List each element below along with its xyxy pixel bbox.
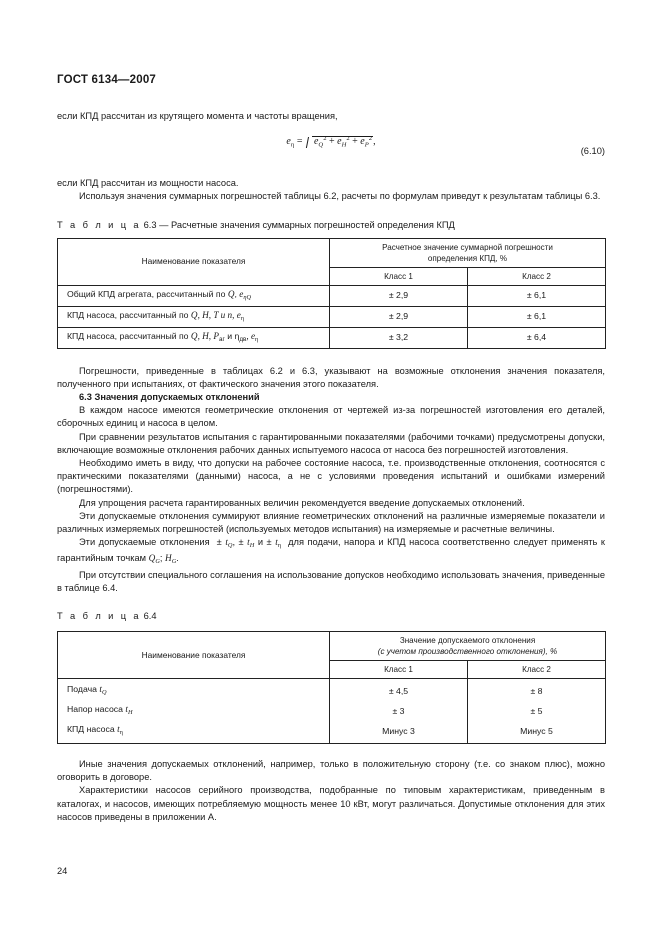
table-6-3-row-1-label: [58, 285, 330, 306]
deviations-sym3-sub: η: [277, 542, 282, 550]
deviations-point1-sub: G: [155, 558, 160, 566]
row-3-var: Q: [190, 330, 198, 341]
para-deviations: Эти допускаемые отклонения ± $t_Q$, ± $t_H$ $и \pm t_\eta$ для подачи, напора и КПД насоса соответственно следует применять к гарантийным точкам $Q_G$; $H_G$.: [57, 537, 605, 566]
para-other-values: Иные значения допускаемых отклонений, например, только в положительную сторону (т.е. со знаком плюс), можно оговорить в договоре.: [57, 759, 605, 783]
table-6-3-row-2-class1: ± 2,9: [330, 306, 468, 327]
table-row: [58, 679, 606, 702]
t64-row-2-sym: t: [125, 704, 128, 715]
table-6-3-group-header-line1: Расчетное значение суммарной погрешности: [382, 242, 553, 252]
t64-row-2-label: Напор насоса: [67, 704, 126, 715]
intro-line: если КПД рассчитан из крутящего момента и частоты вращения,: [57, 111, 338, 121]
table-6-4-group-header: [330, 632, 606, 661]
row-2-sym: e: [236, 309, 241, 320]
table-6-3-row-2-class2: ± 6,1: [468, 306, 606, 327]
row-2-label-pre: КПД насоса, рассчитанный по: [67, 309, 191, 320]
table-6-4-row-1-class1: ± 4,5: [330, 679, 468, 702]
table-6-4-group-header-line1: Значение допускаемого отклонения: [399, 636, 536, 646]
para-compare: При сравнении результатов испытания с гарантированными показателями (рабочими точками) предусмотрены допуски, включающие возможные отклонения рабочих данных испытуемого насоса от насоса без погрешностей изготовления.: [57, 431, 605, 455]
row-3-label-pre: КПД насоса, рассчитанный по: [67, 330, 191, 341]
table-row: [58, 285, 606, 306]
table-6-4-caption: [57, 611, 605, 621]
formula-number: (6.10): [580, 146, 605, 157]
deviations-sym3: t: [275, 537, 278, 548]
row-3-sym-sub: η: [255, 335, 259, 343]
table-6-3-row-3-label: [58, 327, 330, 348]
row-1-mid: ,: [234, 288, 240, 299]
table-6-3-row-2-label: [58, 306, 330, 327]
formula-block: [57, 134, 605, 168]
deviations-sym1-sub: Q: [227, 542, 233, 550]
para-absence: При отсутствии специального соглашения на использование допусков необходимо использовать значения, приведенные в таблице 6.4.: [57, 569, 605, 593]
table-6-3-caption-dash: —: [159, 219, 169, 230]
formula-lhs-var: e: [286, 136, 291, 148]
formula-6-10: [57, 134, 605, 149]
t64-row-3-label: КПД насоса: [67, 724, 118, 735]
table-6-3-caption-prefix: Т а б л и ц а: [57, 219, 141, 230]
row-1-sym: e: [239, 288, 244, 299]
deviations-sym2-sub: H: [249, 542, 255, 550]
deviations-tail: для подачи, напора и КПД насоса соответственно следует применять к гарантийным точкам: [57, 537, 605, 564]
deviations-point2-sub: G: [171, 558, 177, 566]
row-3-mid2-sub: дв: [239, 335, 247, 343]
table-row: [58, 701, 606, 721]
table-6-3-col-name-header: Наименование показателя: [58, 238, 330, 285]
table-6-3-caption: [57, 220, 605, 230]
formula-term-3-sub: P: [364, 141, 369, 149]
deviations-sym2: t: [247, 537, 250, 548]
row-1-sym-sub: ηQ: [243, 293, 252, 301]
formula-term-1-sup: 2: [323, 135, 327, 143]
square-root-icon: $e_Q^2 + e_H^2 + e_P^2$: [305, 134, 373, 149]
page-content: [57, 74, 605, 824]
table-6-3: [57, 238, 606, 349]
page-number: 24: [57, 866, 68, 876]
table-6-4: [57, 631, 606, 744]
row-2-var: Q: [190, 309, 198, 320]
para-geom: В каждом насосе имеются геометрические отклонения от чертежей из-за погрешностей изготовления его деталей, сборочных единиц и насоса в целом.: [57, 405, 605, 429]
t64-row-1-sym: t: [99, 684, 102, 695]
formula-lhs-sub: η: [290, 141, 295, 149]
table-6-3-class1-header: Класс 1: [330, 267, 468, 285]
deviations-point1: Q: [148, 553, 156, 564]
table-6-3-group-header: [330, 238, 606, 267]
row-2-sym-sub: η: [240, 314, 245, 322]
table-6-4-row-2-class1: ± 3: [330, 701, 468, 721]
formula-equals: =: [296, 136, 303, 148]
row-3-mid-sub: аг: [219, 335, 225, 343]
table-6-3-row-1-class1: ± 2,9: [330, 285, 468, 306]
table-6-3-wrapper: [57, 238, 605, 349]
table-6-3-caption-text: Расчетные значения суммарных погрешностей определения КПД: [171, 219, 455, 230]
row-1-label-pre: Общий КПД агрегата, рассчитанный по: [67, 288, 228, 299]
para-errors: Погрешности, приведенные в таблицах 6.2 и 6.3, указывают на возможные отклонения значения показателя, полученного при испытаниях, от фактического значения этого показателя.: [57, 365, 605, 389]
table-6-4-col-name-header: Наименование показателя: [58, 632, 330, 679]
table-6-4-group-header-line2: (с учетом производственного отклонения), %: [377, 647, 558, 657]
deviations-end: .: [176, 553, 179, 564]
table-6-4-row-2-class2: ± 5: [468, 701, 606, 721]
table-6-3-caption-number: 6.3: [143, 219, 157, 230]
para-simplify: Для упрощения расчета гарантированных величин рекомендуется введение допускаемых отклонений.: [79, 497, 525, 508]
formula-term-3-sup: 2: [368, 135, 373, 143]
row-3-mid2: и η: [224, 330, 240, 341]
row-3-sym: , e: [246, 330, 256, 341]
table-6-4-row-1-label: [58, 679, 330, 702]
table-6-3-row-1-class2: ± 6,1: [468, 285, 606, 306]
table-6-4-header-row-1: [58, 632, 606, 661]
deviations-point2: H: [165, 553, 172, 564]
para-serial: Характеристики насосов серийного производства, подобранные по типовым характеристикам, приведенным в каталогах, и насосов, имеющих потребляемую мощность менее 10 кВт, могут различаться. Допустимые отклонения для этих насосов приведены в приложении А.: [57, 785, 605, 822]
table-6-4-class1-header: Класс 1: [330, 661, 468, 679]
table-6-4-class2-header: Класс 2: [468, 661, 606, 679]
table-6-4-caption-prefix: Т а б л и ц а: [57, 611, 141, 622]
table-6-4-row-2-label: [58, 701, 330, 721]
table-6-4-row-3-class2: Минус 5: [468, 721, 606, 744]
formula-trailing-comma: ,: [373, 136, 376, 148]
para-these-sum: Эти допускаемые отклонения суммируют влияние геометрических отклонений на различные измеряемые показатели и различных измеряемых погрешностей (используемых методов испытания) на измеряемые и расчетные величины.: [57, 510, 605, 535]
table-6-4-row-3-class1: Минус 3: [330, 721, 468, 744]
after-formula-line: если КПД рассчитан из мощности насоса.: [57, 178, 239, 189]
formula-term-2-sub: H: [341, 141, 347, 149]
t64-row-1-sym-sub: Q: [101, 689, 107, 697]
deviations-lead: Эти допускаемые отклонения: [79, 537, 210, 548]
table-6-3-row-3-class1: ± 3,2: [330, 327, 468, 348]
table-6-4-row-3-label: [58, 721, 330, 744]
table-6-4-wrapper: [57, 631, 605, 744]
table-row: [58, 306, 606, 327]
table-row: [58, 327, 606, 348]
para-keep-in-mind: Необходимо иметь в виду, что допуски на рабочее состояние насоса, т.е. производственные отклонения, соотносятся с практическими показателями (данными) насоса, а не с условиями проведения испытаний и ошибками измерений (погрешностями).: [57, 458, 605, 495]
t64-row-1-label: Подача: [67, 684, 100, 695]
table-6-3-class2-header: Класс 2: [468, 267, 606, 285]
formula-term-3: e: [360, 136, 365, 148]
table-row: [58, 721, 606, 744]
t64-row-3-sym: t: [117, 724, 120, 735]
table-6-3-header-row-1: [58, 238, 606, 267]
table-6-3-group-header-line2: определения КПД, %: [427, 253, 508, 263]
deviations-sym1: t: [225, 537, 228, 548]
formula-term-2: e: [337, 136, 342, 148]
formula-term-2-sup: 2: [346, 135, 350, 143]
table-6-4-row-1-class2: ± 8: [468, 679, 606, 702]
t64-row-3-sym-sub: η: [119, 729, 123, 737]
standard-header: ГОСТ 6134—2007: [57, 74, 157, 86]
t64-row-2-sym-sub: H: [127, 709, 133, 717]
para-using-values: Используя значения суммарных погрешностей таблицы 6.2, расчеты по формулам приведут к результатам таблицы 6.3.: [79, 191, 601, 202]
row-1-var: Q: [227, 288, 235, 299]
row-3-mid: , H, P: [197, 330, 219, 341]
formula-term-1-sub: Q: [318, 141, 324, 149]
section-6-3-heading: 6.3 Значения допускаемых отклонений: [79, 392, 260, 403]
deviations-conj: и: [257, 537, 264, 548]
table-6-4-caption-number: 6.4: [143, 611, 157, 622]
table-6-3-row-3-class2: ± 6,4: [468, 327, 606, 348]
formula-term-1: e: [313, 136, 319, 148]
row-2-mid: , H, T и n,: [197, 309, 237, 320]
